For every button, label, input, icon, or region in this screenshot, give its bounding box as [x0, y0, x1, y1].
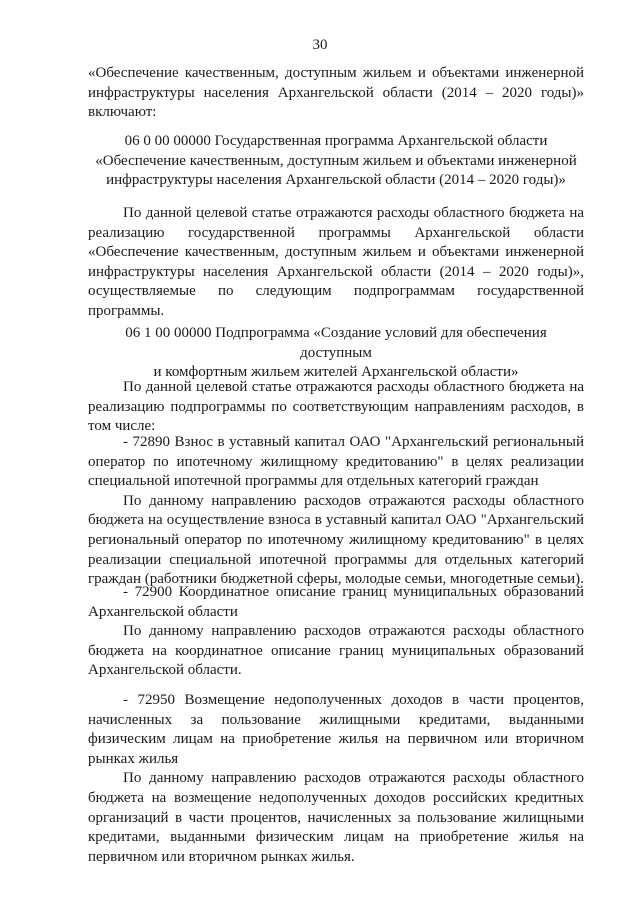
- heading-line: 06 0 00 00000 Государственная программа Архангельской области: [124, 133, 548, 149]
- text-line: «Обеспечение качественным, доступным жильем и объектами инженерной: [88, 65, 584, 81]
- text-line: бюджета на координатное описание границ муниципальных образований: [88, 642, 584, 659]
- page-number: 30: [312, 37, 328, 53]
- intro-paragraph: [88, 64, 584, 123]
- text-line: первичном или вторичном рынках жилья.: [88, 848, 355, 865]
- item-72950: [88, 691, 584, 867]
- text-line: включают:: [88, 104, 157, 121]
- text-line: По данному направлению расходов отражаются расходы областного: [123, 492, 584, 509]
- subprogram-paragraph: [88, 378, 584, 437]
- item-72890: [88, 433, 584, 590]
- text-line: «Обеспечение качественным, доступным жильем и объектами инженерной: [88, 244, 584, 261]
- text-line: реализации специальной ипотечной программы для отдельных категорий: [88, 551, 584, 568]
- text-line: программы.: [88, 302, 165, 319]
- text-line: бюджета на осуществление взноса в уставный капитал ОАО "Архангельский: [88, 512, 584, 529]
- item-title-line: Архангельской области: [88, 603, 238, 620]
- text-line: Архангельской области.: [88, 662, 242, 679]
- text-line: региональный оператор по ипотечному жилищному кредитованию" в целях: [88, 531, 584, 548]
- item-72900: [88, 583, 584, 681]
- item-title-line: - 72900 Координатное описание границ муниципальных образований: [123, 584, 584, 600]
- item-title-line: - 72950 Возмещение недополученных доходов в части процентов,: [123, 692, 584, 708]
- text-line: граждан (работники бюджетной сферы, молодые семьи, многодетные семьи).: [88, 571, 584, 588]
- text-line: По данной целевой статье отражаются расходы областного бюджета на: [123, 379, 584, 395]
- heading-line: инфраструктуры населения Архангельской области (2014 – 2020 годы)»: [106, 172, 566, 189]
- text-line: По данной целевой статье отражаются расходы областного бюджета на: [123, 205, 584, 221]
- text-line: осуществляемые по следующим подпрограммам государственной: [88, 283, 584, 300]
- item-title-line: - 72890 Взнос в уставный капитал ОАО "Архангельский региональный: [123, 434, 584, 450]
- text-line: кредитами, выданными физическим лицам на приобретение жилья на: [88, 829, 584, 846]
- text-line: По данному направлению расходов отражаются расходы областного: [123, 623, 584, 640]
- heading-line: и комфортным жильем жителей Архангельской области»: [153, 364, 519, 381]
- text-line: инфраструктуры населения Архангельской области (2014 – 2020 годы)»: [88, 84, 584, 101]
- program-heading: [88, 132, 584, 191]
- text-line: том числе:: [88, 418, 156, 435]
- text-line: инфраструктуры населения Архангельской области (2014 – 2020 годы)»,: [88, 263, 584, 280]
- item-title-line: специальной ипотечной программы для отдельных категорий граждан: [88, 473, 539, 490]
- subprogram-heading: [88, 324, 584, 383]
- text-line: организаций в части процентов, начисленных за пользование жилищными: [88, 809, 584, 826]
- heading-line: «Обеспечение качественным, доступным жильем и объектами инженерной: [95, 152, 577, 169]
- heading-line: 06 1 00 00000 Подпрограмма «Создание условий для обеспечения доступным: [125, 325, 547, 361]
- item-title-line: рынках жилья: [88, 750, 179, 767]
- item-title-line: физическим лицам на приобретение жилья на первичном или вторичном: [88, 731, 584, 748]
- item-title-line: начисленных за пользование жилищными кредитами, выданными: [88, 711, 584, 728]
- program-paragraph: [88, 204, 584, 322]
- text-line: реализацию государственной программы Архангельской области: [88, 224, 584, 241]
- text-line: По данному направлению расходов отражаются расходы областного: [123, 770, 584, 787]
- text-line: бюджета на возмещение недополученных доходов российских кредитных: [88, 789, 584, 806]
- item-title-line: оператор по ипотечному жилищному кредитованию" в целях реализации: [88, 453, 584, 470]
- text-line: реализацию подпрограммы по соответствующим направлениям расходов, в: [88, 398, 584, 415]
